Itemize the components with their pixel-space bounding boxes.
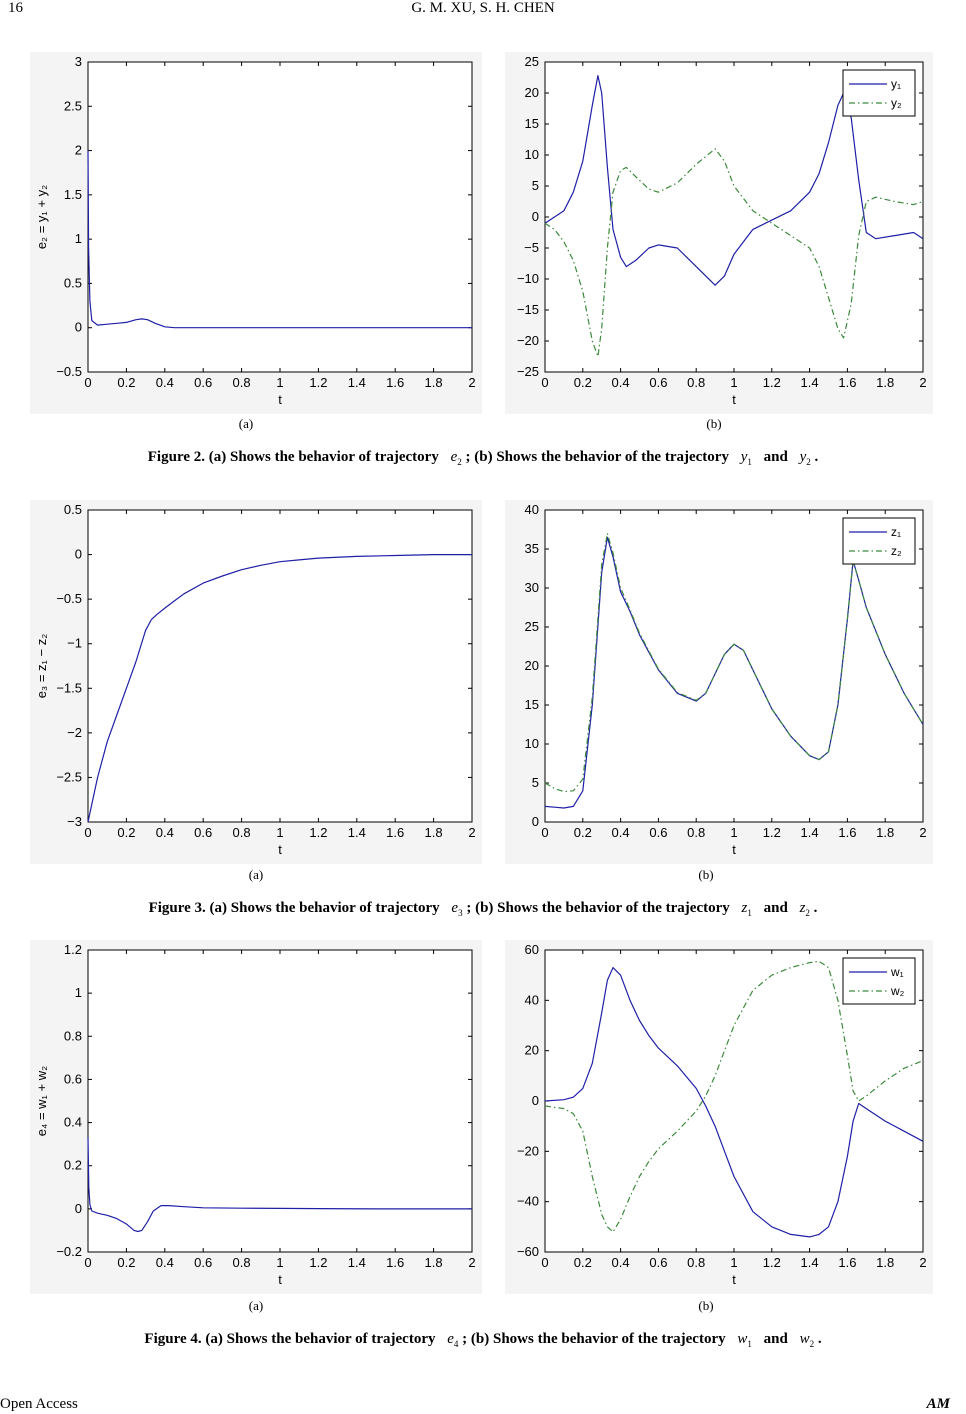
legend	[843, 518, 915, 564]
x-tick-label: 0.2	[117, 1255, 136, 1270]
y-tick-label: −15	[516, 302, 539, 317]
x-tick-label: 0.8	[687, 825, 706, 840]
caption-text: Figure 2. (a) Shows the behavior of trajectory	[147, 449, 439, 465]
y-tick-label: 0.2	[63, 1157, 82, 1173]
x-tick-label: 0.4	[611, 375, 630, 390]
caption-variable: $e_4$	[447, 1331, 459, 1349]
page-number: 16	[8, 0, 23, 16]
y-tick-label: 15	[524, 116, 539, 131]
x-tick-label: 0	[541, 375, 549, 390]
y-tick-label: 40	[524, 502, 539, 517]
running-head: G. M. XU, S. H. CHEN	[411, 0, 555, 16]
y-tick-label: 5	[531, 775, 539, 790]
caption-variable: $w_2$	[799, 1331, 815, 1349]
caption-text: Figure 4. (a) Shows the behavior of trajectory	[144, 1331, 436, 1347]
x-tick-label: 2	[468, 375, 476, 390]
figure-3b-plot	[505, 500, 933, 864]
y-tick-label: −0.2	[56, 1244, 82, 1259]
figure-2a-plot	[30, 52, 482, 414]
x-tick-label: 0	[84, 375, 92, 390]
y-tick-label: 60	[524, 942, 539, 957]
y-tick-label: 25	[524, 619, 539, 634]
legend	[843, 70, 915, 116]
x-tick-label: 0.4	[611, 825, 630, 840]
x-tick-label: 1.8	[424, 825, 443, 840]
legend-label: y₂	[891, 96, 902, 110]
caption-variable: $w_1$	[737, 1331, 752, 1349]
chart-svg	[505, 500, 933, 864]
y-tick-label: −3	[67, 814, 82, 829]
y-tick-label: −1	[67, 635, 82, 651]
x-tick-label: 0.4	[155, 1255, 174, 1270]
caption-text: ; (b) Shows the behavior of the trajectory	[462, 1331, 726, 1347]
x-tick-label: 0.6	[194, 825, 213, 840]
x-axis-label: t	[732, 392, 736, 407]
legend-box	[843, 70, 915, 116]
y-tick-label: 10	[524, 736, 539, 751]
x-tick-label: 2	[468, 1255, 476, 1270]
caption-text: .	[814, 449, 819, 465]
y-tick-label: 0	[531, 1093, 539, 1108]
x-tick-label: 1	[730, 825, 738, 840]
y-tick-label: −40	[516, 1193, 539, 1209]
x-tick-label: 0.8	[232, 1255, 251, 1270]
y-tick-label: 5	[531, 178, 539, 193]
x-tick-label: 0.2	[573, 1255, 592, 1270]
x-tick-label: 1	[276, 375, 284, 390]
x-tick-label: 0	[84, 825, 92, 840]
chart-svg	[30, 500, 482, 864]
y-axis-label: e₃ = z₁ − z₂	[34, 633, 49, 699]
y-tick-label: 10	[524, 147, 539, 162]
x-tick-label: 1.6	[838, 1255, 857, 1270]
caption-variable: $e_3$	[451, 900, 463, 918]
caption-variable: $y_2$	[799, 449, 811, 467]
caption-text: .	[813, 900, 818, 916]
x-axis-label: t	[732, 842, 736, 857]
y-tick-label: 0	[74, 546, 82, 562]
y-tick-label: −20	[516, 333, 539, 348]
x-tick-label: 2	[919, 825, 927, 840]
x-tick-label: 1.2	[309, 1255, 328, 1270]
y-tick-label: 1	[74, 985, 82, 1001]
figure-2b-label: (b)	[706, 416, 722, 431]
y-tick-label: −2.5	[56, 769, 82, 785]
x-tick-label: 0	[541, 1255, 549, 1270]
y-tick-label: 0.4	[63, 1114, 82, 1130]
y-tick-label: 20	[524, 1042, 539, 1058]
x-tick-label: 1.4	[800, 825, 819, 840]
x-tick-label: 0.2	[117, 375, 136, 390]
y-tick-label: 0	[74, 319, 82, 335]
y-axis-label: e₂ = y₁ + y₂	[34, 184, 49, 250]
x-tick-label: 0.8	[232, 825, 251, 840]
legend-label: z₁	[891, 525, 902, 539]
figure-4b-plot	[505, 940, 933, 1294]
figure-4a-plot	[30, 940, 482, 1294]
x-tick-label: 0.8	[687, 1255, 706, 1270]
caption-variable: $z_2$	[799, 900, 810, 918]
x-tick-label: 1.2	[309, 375, 328, 390]
x-axis-label: t	[278, 392, 282, 407]
caption-variable: $e_2$	[450, 449, 462, 467]
y-tick-label: 0.5	[63, 275, 82, 291]
x-tick-label: 1.6	[386, 1255, 405, 1270]
y-tick-label: 1.5	[63, 186, 82, 202]
x-tick-label: 1.4	[347, 825, 366, 840]
x-tick-label: 1	[730, 375, 738, 390]
y-tick-label: −5	[524, 240, 539, 255]
caption-variable: $y_1$	[740, 449, 752, 467]
figure-2-caption	[0, 449, 966, 467]
legend-label: w₁	[891, 965, 904, 979]
y-tick-label: 1	[74, 231, 82, 247]
plot-area	[88, 62, 472, 372]
plot-area	[88, 510, 472, 822]
chart-svg	[30, 940, 482, 1294]
x-tick-label: 0.8	[687, 375, 706, 390]
y-tick-label: 3	[74, 54, 82, 69]
x-tick-label: 1.4	[347, 1255, 366, 1270]
y-tick-label: −25	[516, 364, 539, 379]
y-tick-label: −2	[67, 724, 82, 740]
figure-2a-label: (a)	[238, 416, 254, 431]
y-tick-label: 0	[74, 1200, 82, 1216]
x-tick-label: 0.4	[611, 1255, 630, 1270]
x-tick-label: 2	[919, 1255, 927, 1270]
x-tick-label: 1	[276, 1255, 284, 1270]
chart-svg	[505, 940, 933, 1294]
x-tick-label: 0.6	[194, 1255, 213, 1270]
x-tick-label: 2	[468, 825, 476, 840]
x-tick-label: 0.2	[573, 825, 592, 840]
legend	[843, 958, 915, 1004]
y-tick-label: 0	[531, 814, 539, 829]
x-tick-label: 1.6	[386, 375, 405, 390]
caption-text: .	[817, 1331, 822, 1347]
x-tick-label: 0.2	[117, 825, 136, 840]
y-tick-label: 20	[524, 85, 539, 100]
x-tick-label: 0.4	[155, 375, 174, 390]
y-tick-label: −60	[516, 1244, 539, 1259]
x-tick-label: 0.2	[573, 375, 592, 390]
y-tick-label: 20	[524, 658, 539, 673]
caption-text: and	[763, 900, 788, 916]
x-tick-label: 0.8	[232, 375, 251, 390]
caption-text: Figure 3. (a) Shows the behavior of trajectory	[148, 900, 440, 916]
x-tick-label: 1.6	[838, 375, 857, 390]
x-tick-label: 0.6	[649, 375, 668, 390]
legend-label: w₂	[891, 984, 905, 998]
figure-4b-label: (b)	[698, 1298, 714, 1313]
x-axis-label: t	[278, 1272, 282, 1287]
x-tick-label: 1.4	[800, 1255, 819, 1270]
caption-text: and	[763, 1331, 788, 1347]
x-axis-label: t	[732, 1272, 736, 1287]
y-tick-label: 40	[524, 992, 539, 1008]
y-tick-label: −20	[516, 1143, 539, 1159]
footer-journal: AM	[926, 1396, 950, 1412]
legend-label: z₂	[891, 544, 902, 558]
caption-variable: $z_1$	[741, 900, 752, 918]
x-tick-label: 1.8	[876, 375, 895, 390]
figure-4a-label: (a)	[248, 1298, 264, 1313]
x-tick-label: 1.4	[800, 375, 819, 390]
y-tick-label: −0.5	[56, 591, 82, 607]
y-tick-label: 0.5	[63, 502, 82, 517]
x-tick-label: 1.2	[309, 825, 328, 840]
x-tick-label: 0.6	[649, 825, 668, 840]
y-tick-label: −0.5	[56, 364, 82, 379]
y-tick-label: 15	[524, 697, 539, 712]
y-tick-label: 1.2	[63, 942, 82, 957]
x-tick-label: 1	[276, 825, 284, 840]
figure-3a-label: (a)	[248, 867, 264, 882]
x-tick-label: 1.8	[876, 1255, 895, 1270]
x-tick-label: 1.4	[347, 375, 366, 390]
x-tick-label: 0	[541, 825, 549, 840]
y-tick-label: 0.6	[63, 1071, 82, 1087]
y-tick-label: −10	[516, 271, 539, 286]
x-tick-label: 0.6	[649, 1255, 668, 1270]
footer-open-access: Open Access	[0, 1396, 78, 1412]
y-axis-label: e₄ = w₁ + w₂	[34, 1065, 49, 1137]
caption-text: ; (b) Shows the behavior of the trajectory	[465, 449, 729, 465]
chart-svg	[505, 52, 933, 414]
x-tick-label: 1.8	[876, 825, 895, 840]
figure-3-caption	[0, 900, 966, 918]
figure-4-caption	[0, 1331, 966, 1349]
x-tick-label: 1.6	[386, 825, 405, 840]
figure-3b-label: (b)	[698, 867, 714, 882]
x-tick-label: 1.6	[838, 825, 857, 840]
x-tick-label: 0.4	[155, 825, 174, 840]
x-tick-label: 0.6	[194, 375, 213, 390]
x-tick-label: 1.8	[424, 375, 443, 390]
x-tick-label: 0	[84, 1255, 92, 1270]
figure-2b-plot	[505, 52, 933, 414]
y-tick-label: 0.8	[63, 1028, 82, 1044]
caption-text: ; (b) Shows the behavior of the trajectory	[466, 900, 730, 916]
x-axis-label: t	[278, 842, 282, 857]
legend-label: y₁	[891, 77, 902, 91]
x-tick-label: 1.2	[762, 375, 781, 390]
x-tick-label: 1.2	[762, 825, 781, 840]
figure-3a-plot	[30, 500, 482, 864]
y-tick-label: 0	[531, 209, 539, 224]
x-tick-label: 1	[730, 1255, 738, 1270]
chart-svg	[30, 52, 482, 414]
x-tick-label: 1.2	[762, 1255, 781, 1270]
x-tick-label: 1.8	[424, 1255, 443, 1270]
y-tick-label: −1.5	[56, 680, 82, 696]
y-tick-label: 30	[524, 580, 539, 595]
y-tick-label: 2	[74, 142, 82, 158]
legend-box	[843, 518, 915, 564]
x-tick-label: 2	[919, 375, 927, 390]
caption-text: and	[763, 449, 788, 465]
y-tick-label: 35	[524, 541, 539, 556]
y-tick-label: 2.5	[63, 98, 82, 114]
y-tick-label: 25	[524, 54, 539, 69]
plot-area	[88, 950, 472, 1252]
